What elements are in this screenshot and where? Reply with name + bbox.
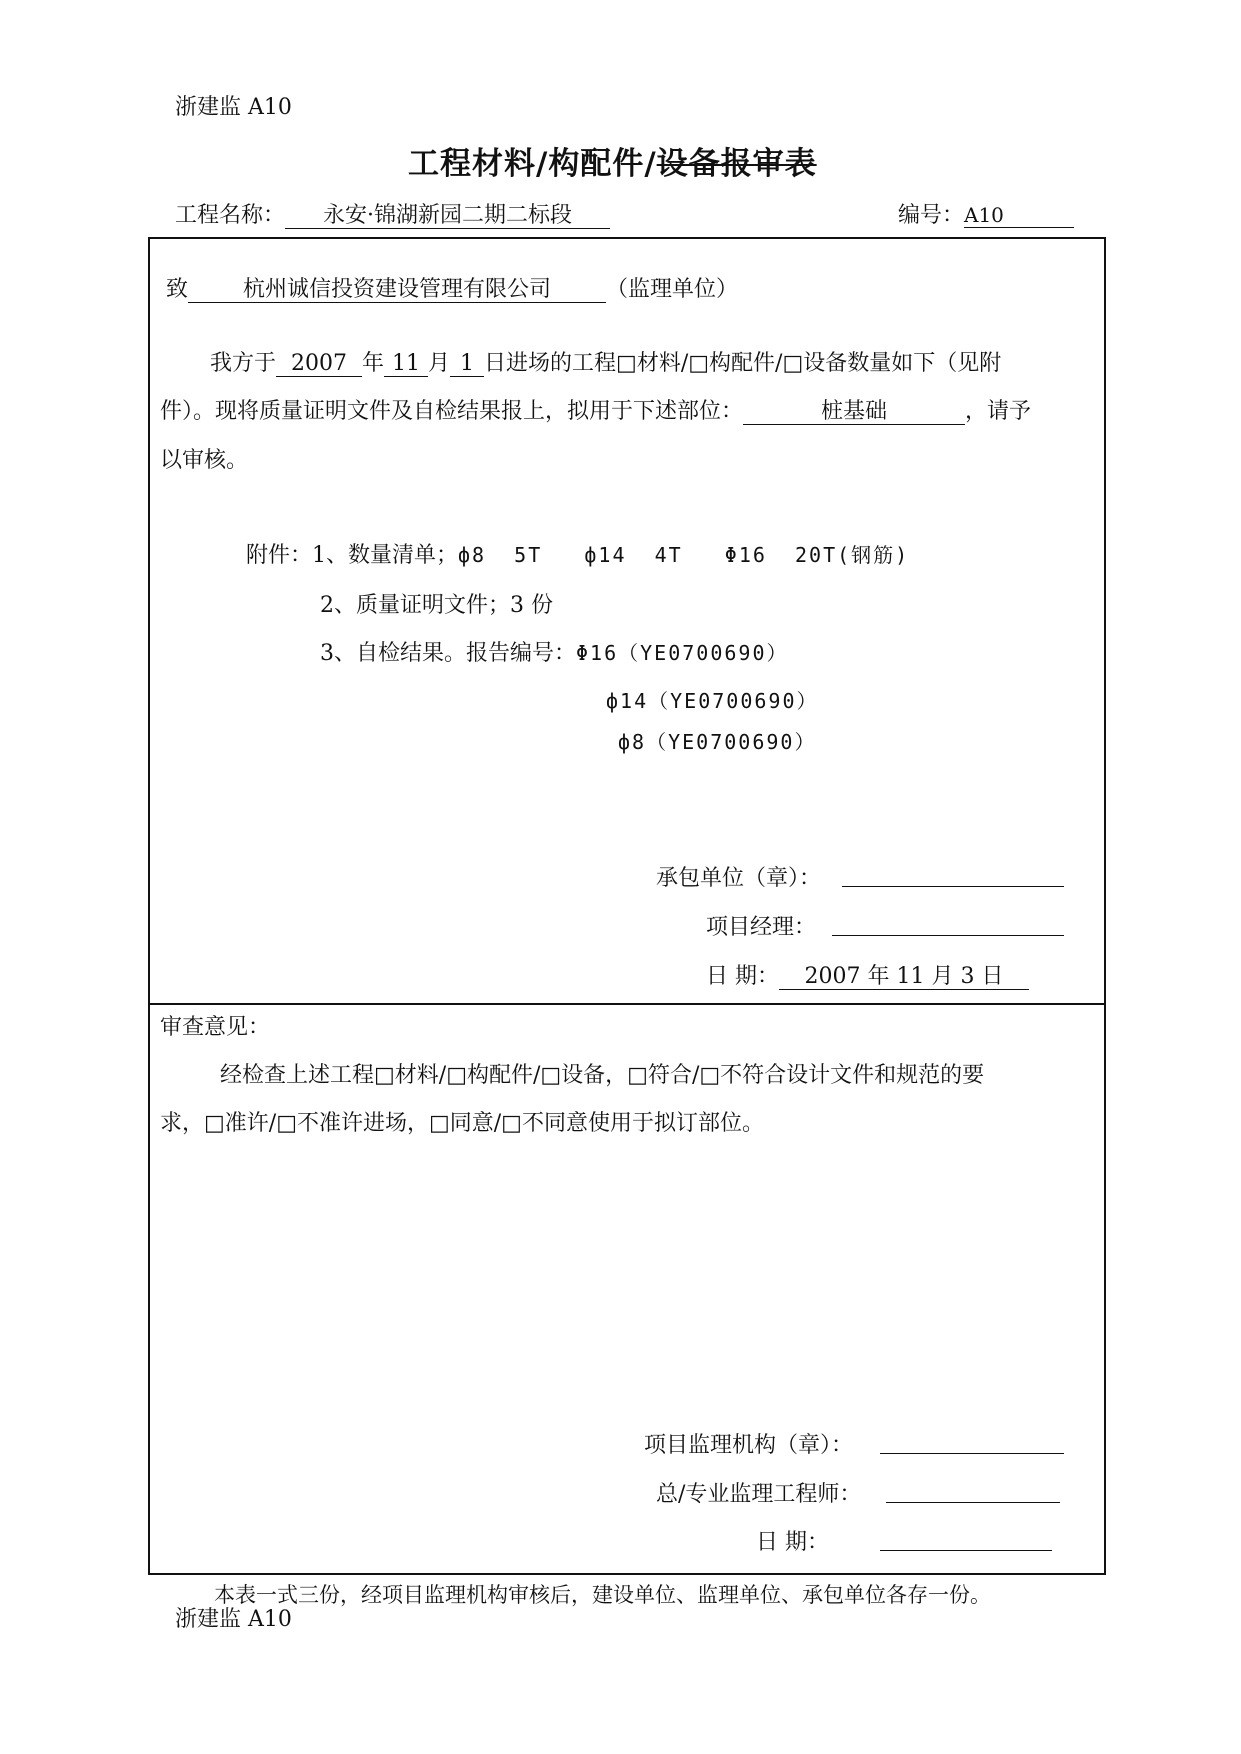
day-field[interactable]: 1 xyxy=(450,351,484,377)
review-date-line[interactable] xyxy=(880,1550,1052,1551)
report-number-3: ф8（YE0700690） xyxy=(618,730,817,754)
form-title xyxy=(408,138,817,183)
supervision-org-signature-line[interactable] xyxy=(880,1453,1064,1454)
supervision-org-label: 项目监理机构（章）： xyxy=(644,1433,854,1458)
title-struck: 设备报审表 xyxy=(656,146,817,182)
attachment-3-label: 3、自检结果。报告编号： xyxy=(320,641,576,666)
number-field[interactable]: A10 xyxy=(964,204,1074,228)
body-text: 年 xyxy=(362,351,385,376)
review-heading: 审查意见： xyxy=(160,1015,271,1040)
footer-note: 本表一式三份，经项目监理机构审核后，建设单位、监理单位、承包单位各存一份。 xyxy=(214,1583,991,1607)
addressee-prefix: 致 xyxy=(166,277,189,302)
section-divider xyxy=(148,1003,1106,1005)
title-main: 工程材料/构配件/ xyxy=(408,146,657,182)
project-manager-label: 项目经理： xyxy=(706,915,817,940)
body-text: 我方于 xyxy=(210,351,277,376)
quantity-list: ф8 5T ф14 4T Φ16 20T(钢筋) xyxy=(458,543,910,567)
review-line-1: 经检查上述工程□材料/□构配件/□设备，□符合/□不符合设计文件和规范的要 xyxy=(220,1063,985,1088)
form-code-bottom: 浙建监 A10 xyxy=(175,1607,292,1632)
addressee-name-field[interactable]: 杭州诚信投资建设管理有限公司 xyxy=(188,277,606,303)
addressee-suffix: （监理单位） xyxy=(606,277,739,302)
year-field[interactable]: 2007 xyxy=(276,351,362,377)
number-row xyxy=(898,198,1074,229)
month-field[interactable]: 11 xyxy=(384,351,428,377)
contractor-unit-label: 承包单位（章）： xyxy=(656,866,822,891)
project-manager-signature-line[interactable] xyxy=(832,935,1064,936)
form-code-top: 浙建监 A10 xyxy=(175,95,292,120)
contractor-unit-signature-line[interactable] xyxy=(842,886,1064,887)
project-label: 工程名称： xyxy=(175,203,286,228)
report-number-2: ф14（YE0700690） xyxy=(606,689,819,713)
form-box xyxy=(148,237,1106,1575)
body-text: 月 xyxy=(428,351,451,376)
body-line-2 xyxy=(160,394,1031,425)
body-line-1 xyxy=(210,346,1001,377)
project-name-row xyxy=(175,198,610,229)
body-text: ，请予 xyxy=(965,399,1032,424)
contractor-date-field[interactable]: 2007 年 11 月 3 日 xyxy=(779,964,1029,990)
location-field[interactable]: 桩基础 xyxy=(743,399,965,425)
supervision-engineer-label: 总/专业监理工程师： xyxy=(656,1482,862,1507)
body-text: 件）。现将质量证明文件及自检结果报上，拟用于下述部位： xyxy=(160,399,744,424)
report-number-1: Φ16（YE0700690） xyxy=(576,641,789,665)
contractor-date-row xyxy=(706,959,1029,990)
project-name-field[interactable]: 永安·锦湖新园二期二标段 xyxy=(285,203,610,229)
body-line-3: 以审核。 xyxy=(160,448,249,473)
attachment-3 xyxy=(320,636,789,667)
supervision-engineer-signature-line[interactable] xyxy=(886,1502,1060,1503)
attachment-label: 附件：1、数量清单； xyxy=(246,543,458,568)
body-text: 日进场的工程□材料/□构配件/□设备数量如下（见附 xyxy=(484,351,1002,376)
contractor-date-label: 日 期： xyxy=(706,964,779,989)
review-date-label: 日 期： xyxy=(756,1530,829,1555)
number-label: 编号： xyxy=(898,203,965,228)
addressee-row xyxy=(166,272,738,303)
attachment-2: 2、质量证明文件；3 份 xyxy=(320,593,553,618)
review-line-2: 求，□准许/□不准许进场，□同意/□不同意使用于拟订部位。 xyxy=(160,1111,764,1136)
attachment-1 xyxy=(246,538,909,569)
